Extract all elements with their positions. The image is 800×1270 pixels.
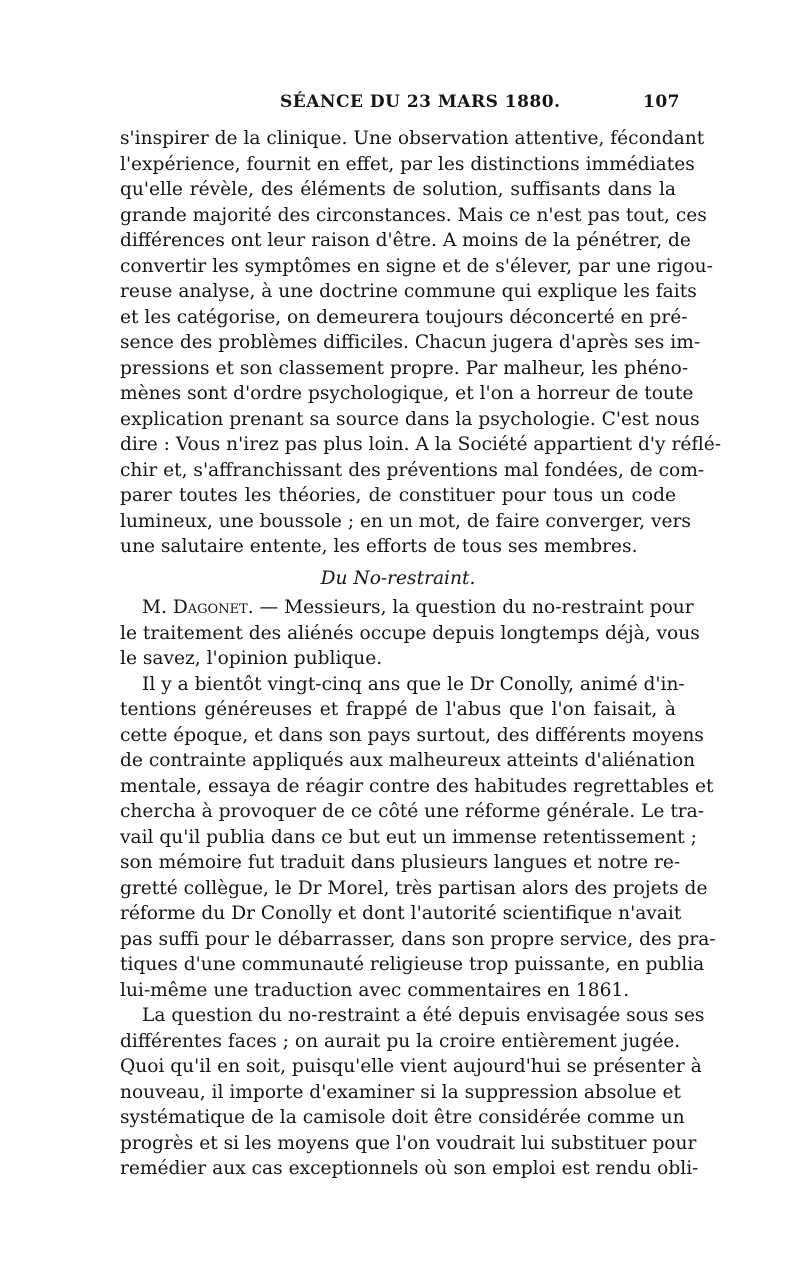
- text-line: le traitement des aliénés occupe depuis longtemps déjà, vous: [120, 622, 700, 644]
- text-line: reuse analyse, à une doctrine commune qui explique les faits: [120, 281, 697, 302]
- text-line: lumineux, une boussole ; en un mot, de faire converger, vers: [120, 510, 691, 532]
- text-line: [120, 595, 694, 621]
- text-line: convertir les symptômes en signe et de s'élever, par une rigou-: [120, 255, 713, 277]
- text-line: parer toutes les théories, de constituer pour tous un code: [120, 485, 676, 506]
- text-line: grande majorité des circonstances. Mais ce n'est pas tout, ces: [120, 204, 707, 226]
- text-line: et les catégorise, on demeurera toujours déconcerté en pré-: [120, 306, 688, 328]
- text-line: réforme du Dr Conolly et dont l'autorité scientifique n'avait: [120, 903, 682, 924]
- paragraph-dagonet: [120, 595, 700, 672]
- text-line: l'expérience, fournit en effet, par les distinctions immédiates: [120, 153, 695, 175]
- text-line: s'inspirer de la clinique. Une observation attentive, fécondant: [120, 128, 705, 149]
- text-line: systématique de la camisole doit être considérée comme un: [120, 1107, 685, 1128]
- text-line: lui-même une traduction avec commentaires en 1861.: [120, 979, 630, 1001]
- section-title: Du No-restraint.: [320, 567, 476, 589]
- text-line: mènes sont d'ordre psychologique, et l'on a horreur de toute: [120, 383, 694, 404]
- text-line: Quoi qu'il en soit, puisqu'elle vient aujourd'hui se présenter à: [120, 1056, 702, 1077]
- text-line: le savez, l'opinion publique.: [120, 648, 383, 669]
- speaker-name: M. Dagonet.: [142, 597, 254, 618]
- text-line: cette époque, et dans son pays surtout, des différents moyens: [120, 724, 704, 746]
- text-line: remédier aux cas exceptionnels où son emploi est rendu obli-: [120, 1158, 699, 1179]
- text-line: différences ont leur raison d'être. A moins de la pénétrer, de: [120, 230, 691, 251]
- text-line: dire : Vous n'irez pas plus loin. A la Société appartient d'y réflé-: [120, 434, 722, 455]
- text-line: différentes faces ; on aurait pu la croire entièrement jugée.: [120, 1030, 681, 1052]
- text-line: Il y a bientôt vingt-cinq ans que le Dr Conolly, animé d'in-: [142, 673, 685, 695]
- paragraph-conolly: [120, 672, 716, 1004]
- text-line: une salutaire entente, les efforts de tous ses membres.: [120, 536, 638, 557]
- text-line: sence des problèmes difficiles. Chacun jugera d'après ses im-: [120, 332, 701, 353]
- text-line: tiques d'une communauté religieuse trop puissante, en publia: [120, 954, 705, 975]
- paragraph-clinique: [120, 126, 722, 560]
- text-line: progrès et si les moyens que l'on voudrait lui substituer pour: [120, 1132, 697, 1154]
- text-line-content: — Messieurs, la question du no-restraint pour: [259, 597, 694, 618]
- page-header: [120, 92, 680, 116]
- body-text: [120, 126, 722, 1182]
- text-line: explication prenant sa source dans la psychologie. C'est nous: [120, 408, 700, 430]
- text-line: gretté collègue, le Dr Morel, très partisan alors des projets de: [120, 877, 708, 899]
- running-title: SÉANCE DU 23 MARS 1880.: [280, 92, 561, 112]
- text-line: pas suffi pour le débarrasser, dans son propre service, des pra-: [120, 928, 716, 950]
- text-line: chir et, s'affranchissant des préventions mal fondées, de com-: [120, 459, 705, 481]
- text-line: pressions et son classement propre. Par malheur, les phéno-: [120, 357, 689, 379]
- text-line: son mémoire fut traduit dans plusieurs langues et notre re-: [120, 852, 681, 873]
- text-line: tentions généreuses et frappé de l'abus que l'on faisait, à: [120, 699, 676, 720]
- text-line: La question du no-restraint a été depuis envisagée sous ses: [142, 1005, 705, 1026]
- text-line: de contrainte appliqués aux malheureux atteints d'aliénation: [120, 750, 696, 771]
- text-line: chercha à provoquer de ce côté une réforme générale. Le tra-: [120, 801, 705, 822]
- text-line: qu'elle révèle, des éléments de solution, suffisants dans la: [120, 179, 676, 200]
- page-number: 107: [643, 92, 680, 112]
- text-line: vail qu'il publia dans ce but eut un immense retentissement ;: [120, 826, 697, 848]
- text-line: nouveau, il importe d'examiner si la suppression absolue et: [120, 1081, 681, 1103]
- paragraph-question: [120, 1003, 705, 1182]
- text-line: mentale, essaya de réagir contre des habitudes regrettables et: [120, 775, 714, 797]
